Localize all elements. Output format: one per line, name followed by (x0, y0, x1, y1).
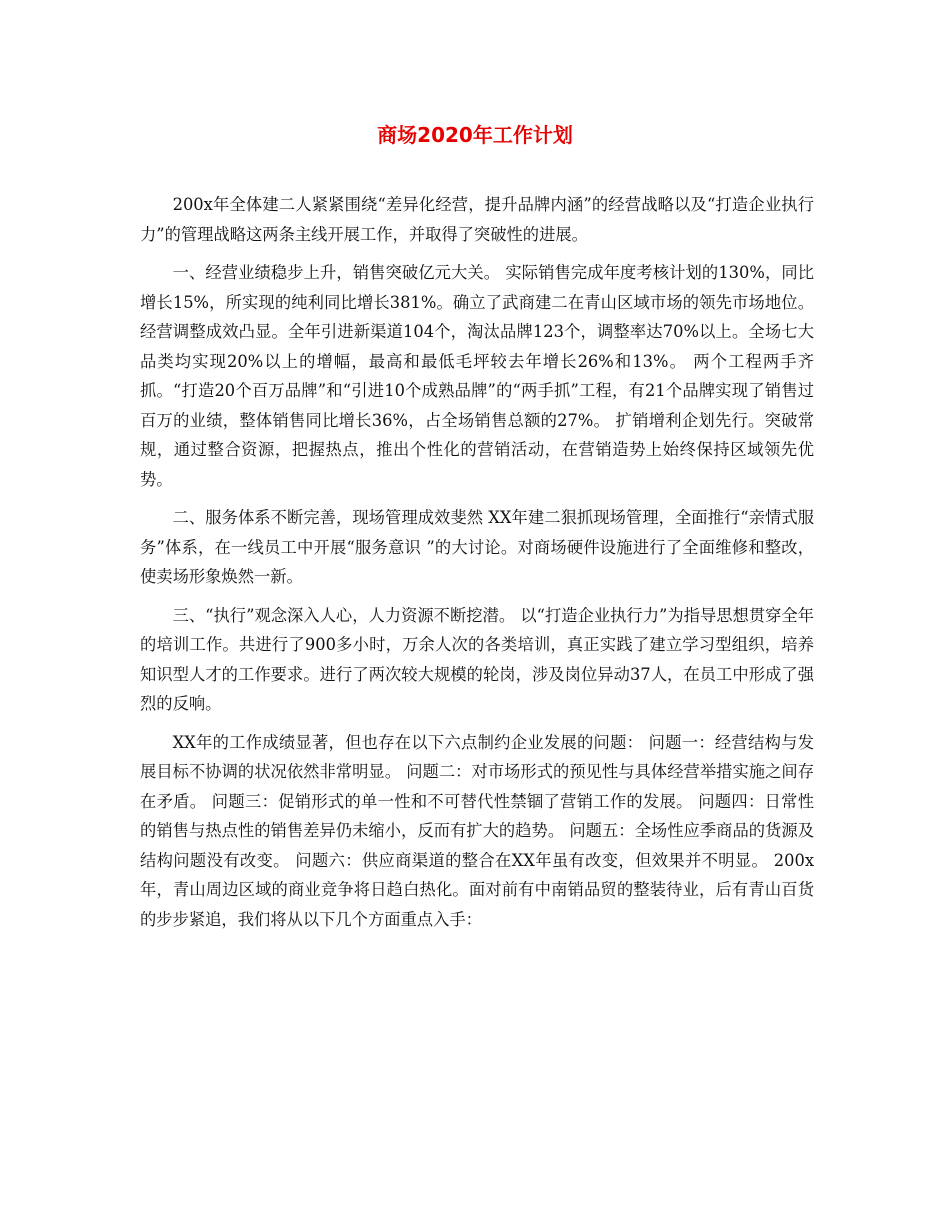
paragraph-section-2: 二、服务体系不断完善，现场管理成效斐然 XX年建二狠抓现场管理，全面推行“亲情式服务”体系，在一线员工中开展“服务意识 ”的大讨论。对商场硬件设施进行了全面维修和整改，使卖场形象焕然一新。 (140, 508, 814, 586)
paragraph-section-3: 三、“执行”观念深入人心，人力资源不断挖潜。 以“打造企业执行力”为指导思想贯穿全年的培训工作。共进行了900多小时，万余人次的各类培训，真正实践了建立学习型组织，培养知识型人才的工作要求。进行了两次较大规模的轮岗，涉及岗位异动37人，在员工中形成了强烈的反响。 (140, 605, 814, 713)
paragraph-problems: XX年的工作成绩显著，但也存在以下六点制约企业发展的问题： 问题一：经营结构与发展目标不协调的状况依然非常明显。 问题二：对市场形式的预见性与具体经营举措实施之间存在矛盾。 问题三：促销形式的单一性和不可替代性禁锢了营销工作的发展。 问题四：日常性的销售与热点性的销售差异仍未缩小，反而有扩大的趋势。 问题五：全场性应季商品的货源及结构问题没有改变。 问题六：供应商渠道的整合在XX年虽有改变，但效果并不明显。 200x年，青山周边区域的商业竞争将日趋白热化。面对前有中南销品贸的整装待业，后有青山百货的步步紧追，我们将从以下几个方面重点入手： (140, 732, 814, 929)
paragraph-intro: 200x年全体建二人紧紧围绕“差异化经营，提升品牌内涵”的经营战略以及“打造企业执行力”的管理战略这两条主线开展工作，并取得了突破性的进展。 (140, 195, 814, 244)
paragraph-section-1: 一、经营业绩稳步上升，销售突破亿元大关。 实际销售完成年度考核计划的130%，同比增长15%，所实现的纯利同比增长381%。确立了武商建二在青山区域市场的领先市场地位。 经营调整成效凸显。全年引进新渠道104个，淘汰品牌123个，调整率达70%以上。全场七大品类均实现20%以上的增幅，最高和最低毛坪较去年增长26%和13%。 两个工程两手齐抓。“打造20个百万品牌”和“引进10个成熟品牌”的“两手抓”工程，有21个品牌实现了销售过百万的业绩，整体销售同比增长36%，占全场销售总额的27%。 扩销增利企划先行。突破常规，通过整合资源，把握热点，推出个性化的营销活动，在营销造势上始终保持区域领先优势。 (140, 263, 814, 489)
document-body (140, 190, 814, 943)
document-title: 商场2020年工作计划 (377, 123, 573, 147)
